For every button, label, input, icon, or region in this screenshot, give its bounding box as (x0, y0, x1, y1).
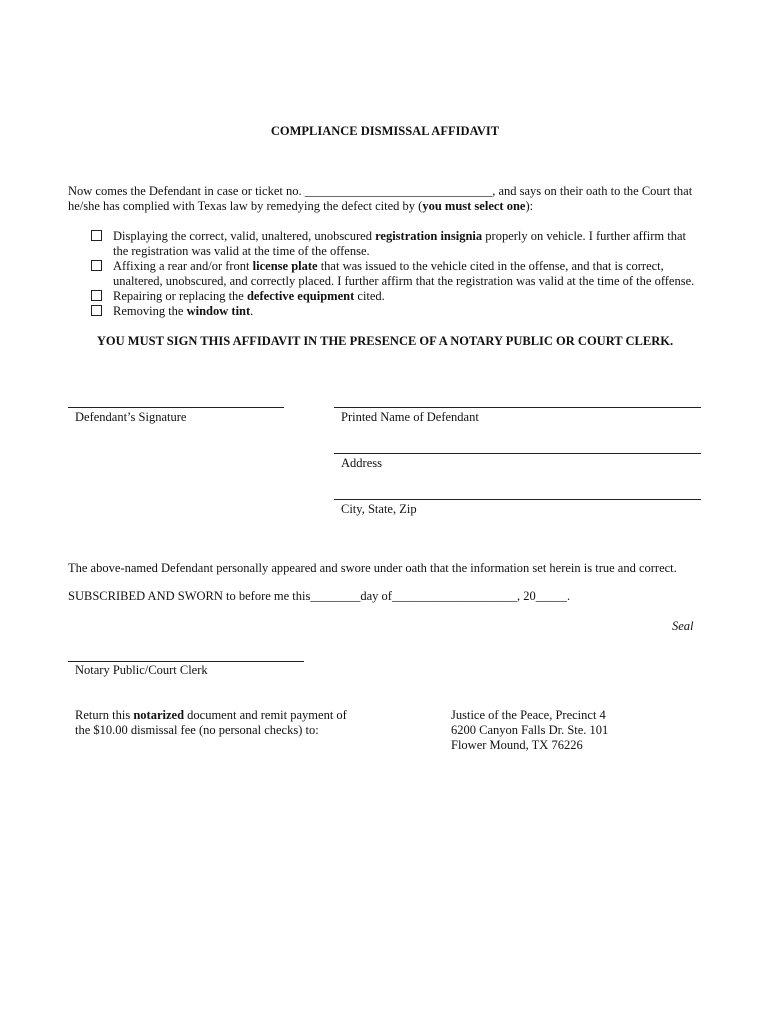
checkbox-registration-insignia[interactable] (91, 230, 102, 241)
option-license-plate (91, 259, 701, 289)
notary-signature-line[interactable] (68, 661, 304, 662)
court-address-line1: Justice of the Peace, Precinct 4 (451, 708, 606, 722)
defendant-signature-line[interactable] (68, 407, 284, 408)
printed-name-line[interactable] (334, 407, 701, 408)
printed-name-label: Printed Name of Defendant (341, 410, 479, 424)
return-keyword: notarized (133, 708, 185, 722)
checkbox-defective-equipment[interactable] (91, 290, 102, 301)
option-text: Repairing or replacing the (113, 289, 247, 303)
intro-paragraph (68, 184, 708, 214)
intro-emphasis: you must select one (422, 199, 526, 213)
option-keyword: window tint (186, 304, 251, 318)
return-text: Return this (75, 708, 134, 722)
option-text: Affixing a rear and/or front (113, 259, 253, 273)
court-address-line2: 6200 Canyon Falls Dr. Ste. 101 (451, 723, 609, 737)
option-text: Removing the (113, 304, 187, 318)
return-instructions (75, 708, 405, 738)
subscribed-statement: SUBSCRIBED AND SWORN to before me this________day of____________________, 20_____. (68, 589, 571, 603)
notary-notice: YOU MUST SIGN THIS AFFIDAVIT IN THE PRESENCE OF A NOTARY PUBLIC OR COURT CLERK. (96, 334, 674, 348)
option-text: Displaying the correct, valid, unaltered, unobscured (113, 229, 376, 243)
notary-label: Notary Public/Court Clerk (75, 663, 208, 677)
option-defective-equipment (91, 289, 701, 304)
intro-text-2: ): (525, 199, 534, 213)
defendant-signature-label: Defendant’s Signature (75, 410, 187, 424)
address-line[interactable] (334, 453, 701, 454)
city-state-zip-label: City, State, Zip (341, 502, 417, 516)
option-keyword: license plate (252, 259, 318, 273)
option-text: cited. (354, 289, 385, 303)
option-text: properly on vehicle. I further affirm that the registration was valid at the time of the offense. (113, 229, 687, 258)
seal-label: Seal (672, 619, 694, 633)
intro-text-1: Now comes the Defendant in case or ticket no. ______________________________, and says on their oath to the Court that he/she has complied with Texas law by remedying the defect cited by ( (68, 184, 693, 213)
option-keyword: defective equipment (246, 289, 355, 303)
court-address-line3: Flower Mound, TX 76226 (451, 738, 583, 752)
return-text-line2: the $10.00 dismissal fee (no personal checks) to: (75, 723, 319, 737)
option-keyword: registration insignia (375, 229, 483, 243)
city-state-zip-line[interactable] (334, 499, 701, 500)
option-window-tint (91, 304, 701, 319)
option-text: . (250, 304, 254, 318)
option-text: that was issued to the vehicle cited in the offense, and that is correct, unaltered, unobscured, and correctly placed. I further affirm that the registration was valid at the time of the offense. (113, 259, 695, 288)
return-text: document and remit payment of (184, 708, 347, 722)
document-title: COMPLIANCE DISMISSAL AFFIDAVIT (270, 124, 500, 138)
address-label: Address (341, 456, 382, 470)
court-address (451, 708, 711, 753)
option-registration-insignia (91, 229, 701, 259)
checkbox-license-plate[interactable] (91, 260, 102, 271)
oath-statement: The above-named Defendant personally appeared and swore under oath that the information set herein is true and correct. (68, 561, 677, 575)
checkbox-window-tint[interactable] (91, 305, 102, 316)
